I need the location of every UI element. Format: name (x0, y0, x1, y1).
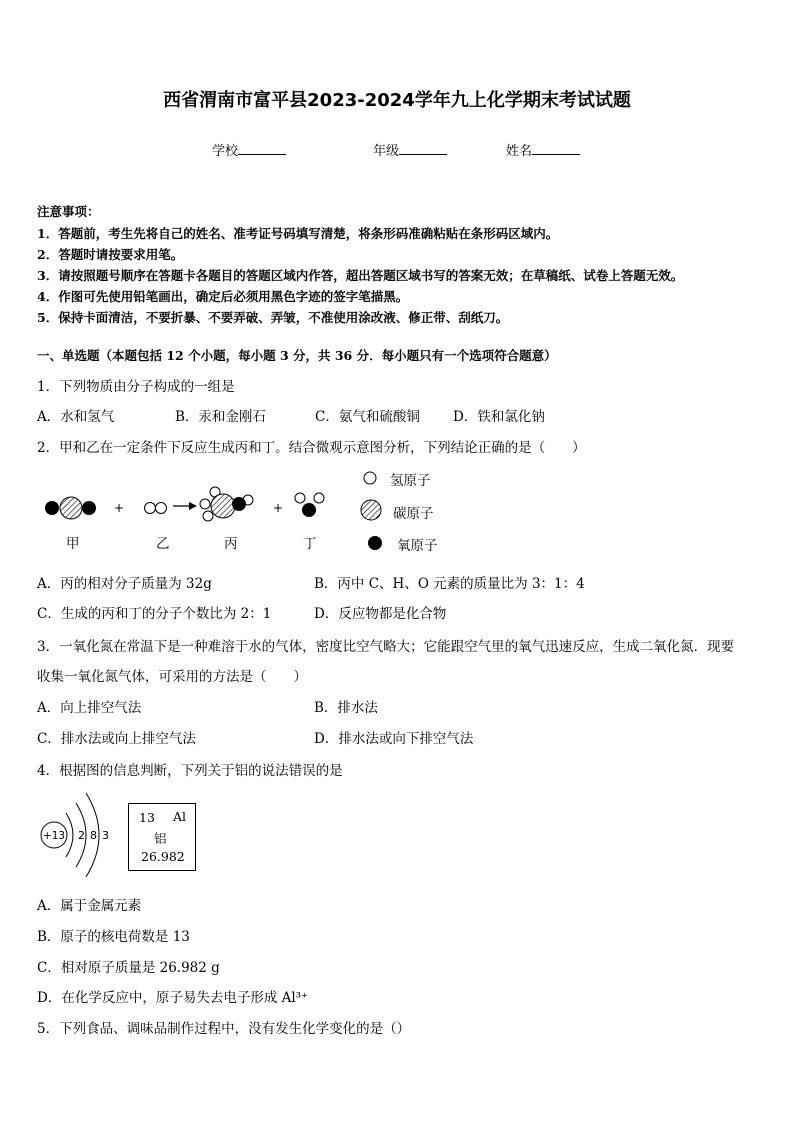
question-3-stem-line2: 收集一氧化氮气体，可采用的方法是（ ） (37, 669, 307, 685)
atomic-mass: 26.982 (141, 849, 185, 864)
name-field (506, 140, 580, 159)
oxygen-atom (302, 503, 316, 517)
aluminum-atom-structure (36, 785, 118, 885)
atomic-number: 13 (139, 810, 155, 825)
hydrogen-atom (156, 503, 167, 514)
q2-option-c: C．生成的丙和丁的分子个数比为 2：1 (37, 606, 272, 622)
question-3-stem-line1: 3．一氧化氮在常温下是一种难溶于水的气体，密度比空气略大；它能跟空气里的氧气迅速反应，生成二氧化氮．现要 (37, 639, 735, 655)
label-yi: 乙 (156, 536, 170, 552)
legend-carbon-label: 碳原子 (393, 506, 434, 522)
legend-hydrogen-label: 氢原子 (390, 473, 431, 489)
grade-field (373, 140, 447, 159)
q3-option-a: A．向上排空气法 (37, 700, 142, 716)
question-5-stem: 5．下列食品、调味品制作过程中，没有发生化学变化的是（） (37, 1021, 411, 1037)
school-label: 学校 (212, 144, 239, 159)
q4-option-c: C．相对原子质量是 26.982 g (37, 960, 220, 976)
shell-1-count: 2 (78, 829, 85, 842)
q1-option-d: D．铁和氯化钠 (453, 409, 545, 425)
q4-option-a: A．属于金属元素 (37, 898, 142, 914)
q2-option-d: D．反应物都是化合物 (314, 606, 447, 622)
q4-option-d: D．在化学反应中，原子易失去电子形成 Al³⁺ (37, 990, 309, 1006)
question-1-stem: 1．下列物质由分子构成的一组是 (37, 379, 235, 395)
molecule-ding (295, 493, 324, 517)
section-heading: 一、单选题（本题包括 12 个小题，每小题 3 分，共 36 分．每小题只有一个选项符合题意） (37, 348, 557, 363)
q4-option-b: B．原子的核电荷数是 13 (37, 929, 190, 945)
q2-option-b: B．丙中 C、H、O 元素的质量比为 3：1：4 (314, 576, 585, 592)
arrow-head (189, 502, 197, 510)
q1-option-c: C．氨气和硫酸铜 (315, 409, 420, 425)
plus-sign: + (273, 501, 284, 515)
question-2-stem: 2．甲和乙在一定条件下反应生成丙和丁。结合微观示意图分析，下列结论正确的是（ ） (37, 440, 586, 456)
note-item: 1．答题前，考生先将自己的姓名、准考证号码填写清楚，将条形码准确粘贴在条形码区域内。 (37, 226, 559, 241)
shell-3-count: 3 (102, 829, 109, 842)
molecule-bing (200, 487, 253, 521)
name-blank (532, 142, 580, 155)
note-item: 4．作图可先使用铅笔画出，确定后必须用黑色字迹的签字笔描黑。 (37, 289, 409, 304)
carbon-atom (60, 497, 82, 519)
label-jia: 甲 (66, 536, 80, 552)
molecule-yi (145, 503, 167, 514)
note-item: 5．保持卡面清洁，不要折暴、不要弄破、弄皱，不准使用涂改液、修正带、刮纸刀。 (37, 310, 509, 325)
notes-heading: 注意事项： (37, 204, 100, 219)
label-bing: 丙 (224, 536, 238, 552)
question-4-stem: 4．根据图的信息判断，下列关于铝的说法错误的是 (37, 763, 343, 779)
legend-oxygen-icon (368, 536, 382, 550)
note-item: 3．请按照题号顺序在答题卡各题目的答题区域内作答，超出答题区域书写的答案无效；在草稿纸、试卷上答题无效。 (37, 268, 684, 283)
label-ding: 丁 (303, 536, 317, 552)
nucleus-charge: +13 (42, 830, 66, 842)
plus-sign: + (114, 501, 125, 515)
carbon-atom (211, 494, 235, 518)
legend-hydrogen-icon (364, 472, 376, 484)
element-symbol: Al (173, 809, 187, 824)
legend-oxygen-label: 氧原子 (397, 538, 438, 554)
hydrogen-atom (295, 493, 305, 503)
q3-option-b: B．排水法 (314, 700, 378, 716)
school-field (212, 140, 286, 159)
name-label: 姓名 (506, 144, 533, 159)
q3-option-d: D．排水法或向下排空气法 (314, 731, 474, 747)
periodic-table-tile (128, 803, 196, 871)
molecule-jia (45, 497, 96, 519)
page-title: 西省渭南市富平县2023-2024学年九上化学期末考试试题 (163, 90, 631, 111)
q2-option-a: A．丙的相对分子质量为 32g (37, 576, 212, 592)
q1-option-b: B．汞和金刚石 (175, 409, 266, 425)
grade-label: 年级 (373, 144, 400, 159)
hydrogen-atom (145, 503, 156, 514)
hydrogen-atom (200, 499, 210, 509)
school-blank (238, 142, 286, 155)
legend-carbon-icon (361, 500, 381, 520)
hydrogen-atom (203, 511, 213, 521)
shell-2-count: 8 (90, 829, 97, 842)
q1-option-a: A．水和氢气 (37, 409, 115, 425)
q3-option-c: C．排水法或向上排空气法 (37, 731, 196, 747)
hydrogen-atom (314, 493, 324, 503)
element-name: 铝 (154, 831, 167, 846)
oxygen-atom (232, 497, 246, 511)
note-item: 2．答题时请按要求用笔。 (37, 247, 184, 262)
oxygen-atom (45, 501, 59, 515)
oxygen-atom (82, 501, 96, 515)
grade-blank (399, 142, 447, 155)
